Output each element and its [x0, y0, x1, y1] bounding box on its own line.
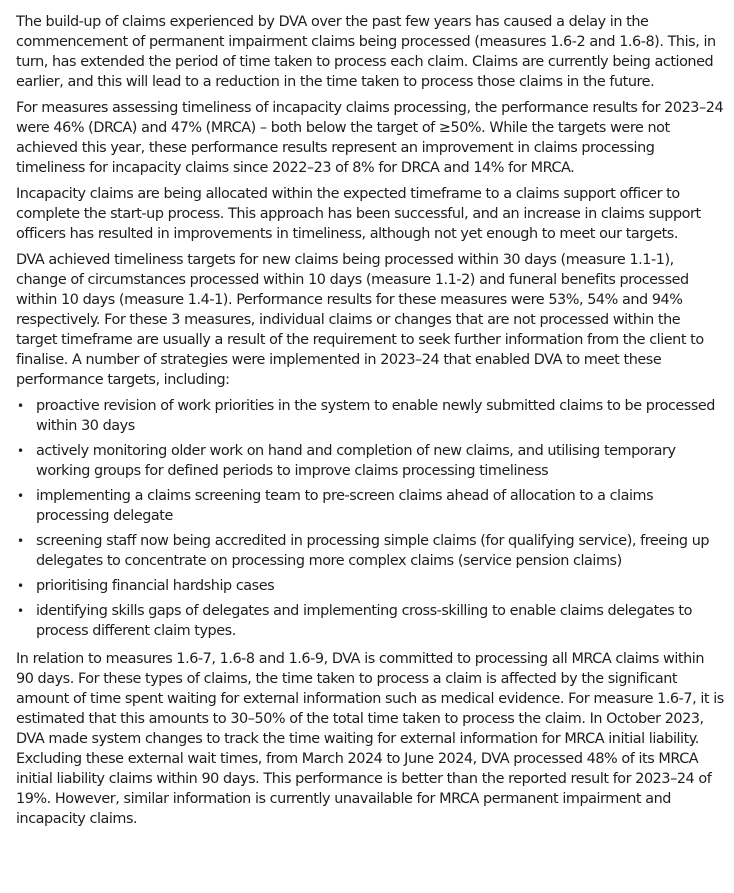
- paragraph-incapacity-timeliness: For measures assessing timeliness of incapacity claims processing, the performance results for 2023–24 were 46% (DRCA) and 47% (MRCA) – both below the target of ≥50%. While the targets were not achieved this year, these performance results represent an improvement in claims processing timeliness for incapacity claims since 2022–23 of 8% for DRCA and 14% for MRCA.: [16, 100, 724, 176]
- list-item-text: actively monitoring older work on hand and completion of new claims, and utilising temporary working groups for defined periods to improve claims processing timeliness: [36, 443, 676, 479]
- list-item: [16, 441, 724, 481]
- list-item: [16, 601, 724, 641]
- bullet-icon: •: [17, 489, 24, 503]
- list-item: [16, 531, 724, 571]
- bullet-icon: •: [17, 444, 24, 458]
- list-item-text: identifying skills gaps of delegates and implementing cross-skilling to enable claims delegates to process different claim types.: [36, 603, 692, 639]
- list-item-text: proactive revision of work priorities in the system to enable newly submitted claims to be processed within 30 days: [36, 398, 715, 434]
- list-item: [16, 396, 724, 436]
- strategies-list: [16, 396, 724, 641]
- list-item-text: screening staff now being accredited in processing simple claims (for qualifying service), freeing up delegates to concentrate on processing more complex claims (service pension claims): [36, 533, 710, 569]
- bullet-icon: •: [17, 399, 24, 413]
- paragraph-incapacity-allocation: Incapacity claims are being allocated within the expected timeframe to a claims support officer to complete the start-up process. This approach has been successful, and an increase in claims support officers has resulted in improvements in timeliness, although not yet enough to meet our targets.: [16, 186, 701, 242]
- list-item-text: prioritising financial hardship cases: [36, 578, 275, 594]
- list-item-text: implementing a claims screening team to pre-screen claims ahead of allocation to a claims processing delegate: [36, 488, 654, 524]
- list-item: [16, 486, 724, 526]
- list-item: [16, 576, 724, 596]
- paragraph-mrca-processing: In relation to measures 1.6-7, 1.6-8 and 1.6-9, DVA is committed to processing all MRCA claims within 90 days. For these types of claims, the time taken to process a claim is affected by the significant amount of time spent waiting for external information such as medical evidence. For measure 1.6-7, it is estimated that this amounts to 30–50% of the total time taken to process the claim. In October 2023, DVA made system changes to track the time waiting for external information for MRCA initial liability. Excluding these external wait times, from March 2024 to June 2024, DVA processed 48% of its MRCA initial liability claims within 90 days. This performance is better than the reported result for 2023–24 of 19%. However, similar information is currently unavailable for MRCA permanent impairment and incapacity claims.: [16, 651, 724, 827]
- bullet-icon: •: [17, 579, 24, 593]
- bullet-icon: •: [17, 534, 24, 548]
- paragraph-timeliness-targets: DVA achieved timeliness targets for new claims being processed within 30 days (measure 1.1-1), change of circumstances processed within 10 days (measure 1.1-2) and funeral benefits processed within 10 days (measure 1.4-1). Performance results for these measures were 53%, 54% and 94% respectively. For these 3 measures, individual claims or changes that are not processed within the target timeframe are usually a result of the requirement to seek further information from the client to finalise. A number of strategies were implemented in 2023–24 that enabled DVA to meet these performance targets, including:: [16, 252, 704, 388]
- bullet-icon: •: [17, 604, 24, 618]
- paragraph-claims-buildup: The build-up of claims experienced by DVA over the past few years has caused a delay in the commencement of permanent impairment claims being processed (measures 1.6-2 and 1.6-8). This, in turn, has extended the period of time taken to process each claim. Claims are currently being actioned earlier, and this will lead to a reduction in the time taken to process those claims in the future.: [16, 14, 716, 90]
